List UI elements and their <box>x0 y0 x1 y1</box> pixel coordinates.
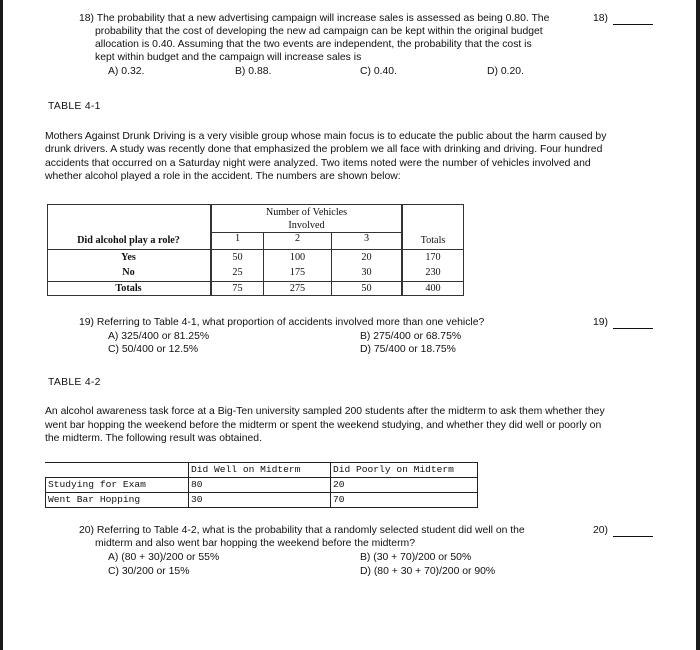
table-4-1-cell: 20 <box>361 252 372 263</box>
table-4-1-header-involved: Involved <box>288 220 325 231</box>
table-4-1-totals-rule <box>47 281 464 282</box>
table-4-2-header-rule <box>45 477 478 478</box>
question-18-option-d[interactable]: D) 0.20. <box>487 66 524 77</box>
table-4-2-title: TABLE 4-2 <box>48 377 101 388</box>
question-18-line-1: 18) The probability that a new advertising campaign will increase sales is assessed as being 0.80. The <box>79 13 550 24</box>
table-4-1-cell: 30 <box>361 267 372 278</box>
table-4-2-col1-divider <box>188 462 189 508</box>
question-20-option-b[interactable]: B) (30 + 70)/200 or 50% <box>360 552 472 563</box>
table-4-1-para-line-3: accidents that occurred on a Saturday night were analyzed. Two items noted were the number of vehicles involved and <box>45 158 591 169</box>
question-20-line-2: midterm and also went bar hopping the weekend before the midterm? <box>95 538 415 549</box>
table-4-2-row-bar-hopping-label: Went Bar Hopping <box>48 494 141 505</box>
question-18-line-2: probability that the cost of developing the new ad campaign can be kept within the original budget <box>95 26 543 37</box>
table-4-1-row-header: Did alcohol play a role? <box>77 235 180 246</box>
question-20-margin-number: 20) <box>593 525 609 536</box>
table-4-2-col-did-well: Did Well on Midterm <box>191 464 301 475</box>
table-4-2-bottom-border <box>45 507 478 508</box>
table-4-1-header-rule <box>47 249 464 250</box>
question-20-option-a[interactable]: A) (80 + 30)/200 or 55% <box>108 552 220 563</box>
question-19-answer-blank[interactable] <box>613 328 653 329</box>
question-19-option-c[interactable]: C) 50/400 or 12.5% <box>108 344 199 355</box>
table-4-1-cell: 275 <box>289 283 306 294</box>
table-4-1-row-no-label: No <box>122 267 135 278</box>
page-right-edge <box>696 0 700 650</box>
question-19-option-d[interactable]: D) 75/400 or 18.75% <box>360 344 456 355</box>
question-18-option-b[interactable]: B) 0.88. <box>235 66 272 77</box>
question-20-line-1: 20) Referring to Table 4-2, what is the probability that a randomly selected student did well on the <box>79 525 525 536</box>
table-4-1-cell: 50 <box>361 283 372 294</box>
table-4-2-para-line-3: the midterm. The following result was obtained. <box>45 433 262 444</box>
table-4-1-col-2-label: 2 <box>294 233 301 244</box>
table-4-1-para-line-4: whether alcohol played a role in the accident. The numbers are shown below: <box>45 171 401 182</box>
table-4-2-cell: 30 <box>191 494 203 505</box>
table-4-2-col-did-poorly: Did Poorly on Midterm <box>333 464 454 475</box>
question-19-option-b[interactable]: B) 275/400 or 68.75% <box>360 331 462 342</box>
table-4-1-para-line-2: drunk drivers. A study was recently done that emphasized the problem we all face with drinking and driving. Four hundred <box>45 144 603 155</box>
table-4-1-cell: 100 <box>289 252 306 263</box>
table-4-1-right-border <box>463 204 464 296</box>
table-4-1-para-line-1: Mothers Against Drunk Driving is a very visible group whose main focus is to educate the public about the harm caused by <box>45 131 607 142</box>
table-4-1-cell: 400 <box>425 283 441 294</box>
table-4-2-para-line-2: went bar hopping the weekend before the midterm or spent the weekend studying, and whether they did well or poorly on <box>45 420 602 431</box>
table-4-1-totals-col-label: Totals <box>420 235 446 246</box>
table-4-2-row-studying-label: Studying for Exam <box>48 479 146 490</box>
table-4-2-col2-divider <box>330 462 331 508</box>
table-4-2-top-border <box>45 462 478 463</box>
table-4-1-row-totals-label: Totals <box>115 283 142 294</box>
question-20-answer-blank[interactable] <box>613 536 653 537</box>
question-18-answer-blank[interactable] <box>613 24 653 25</box>
question-20-option-c[interactable]: C) 30/200 or 15% <box>108 566 190 577</box>
table-4-2-para-line-1: An alcohol awareness task force at a Big-Ten university sampled 200 students after the midterm to ask them whether they <box>45 406 605 417</box>
question-18-line-4: kept within budget and the campaign will increase sales is <box>95 52 362 63</box>
table-4-1-col-1-label: 1 <box>234 233 241 244</box>
question-18-line-3: allocation is 0.40. Assuming that the two events are independent, the probability that the cost is <box>95 39 532 50</box>
table-4-1-cell: 175 <box>289 267 306 278</box>
table-4-1-col-3-label: 3 <box>363 233 370 244</box>
table-4-2-row-rule <box>45 492 478 493</box>
table-4-2-right-border <box>477 462 478 508</box>
table-4-1-cell: 170 <box>425 252 441 263</box>
table-4-1-title: TABLE 4-1 <box>48 101 101 112</box>
table-4-2-cell: 70 <box>333 494 345 505</box>
table-4-2-cell: 20 <box>333 479 345 490</box>
table-4-1-cell: 75 <box>232 283 243 294</box>
table-4-1-cell: 50 <box>232 252 243 263</box>
question-18-option-a[interactable]: A) 0.32. <box>108 66 145 77</box>
question-19-option-a[interactable]: A) 325/400 or 81.25% <box>108 331 210 342</box>
table-4-2 <box>45 462 478 508</box>
question-20-option-d[interactable]: D) (80 + 30 + 70)/200 or 90% <box>360 566 496 577</box>
question-18-option-c[interactable]: C) 0.40. <box>360 66 397 77</box>
table-4-1-row-yes-label: Yes <box>121 252 136 263</box>
table-4-1 <box>47 204 464 296</box>
question-18-margin-number: 18) <box>593 13 609 24</box>
question-19-margin-number: 19) <box>593 317 609 328</box>
table-4-1-cell: 230 <box>425 267 441 278</box>
table-4-1-cell: 25 <box>232 267 243 278</box>
page-left-edge <box>0 0 3 650</box>
table-4-2-cell: 80 <box>191 479 203 490</box>
table-4-2-left-border <box>45 477 46 508</box>
table-4-1-header-vehicles: Number of Vehicles <box>265 207 348 218</box>
question-19-text: 19) Referring to Table 4-1, what proportion of accidents involved more than one vehicle? <box>79 317 485 328</box>
